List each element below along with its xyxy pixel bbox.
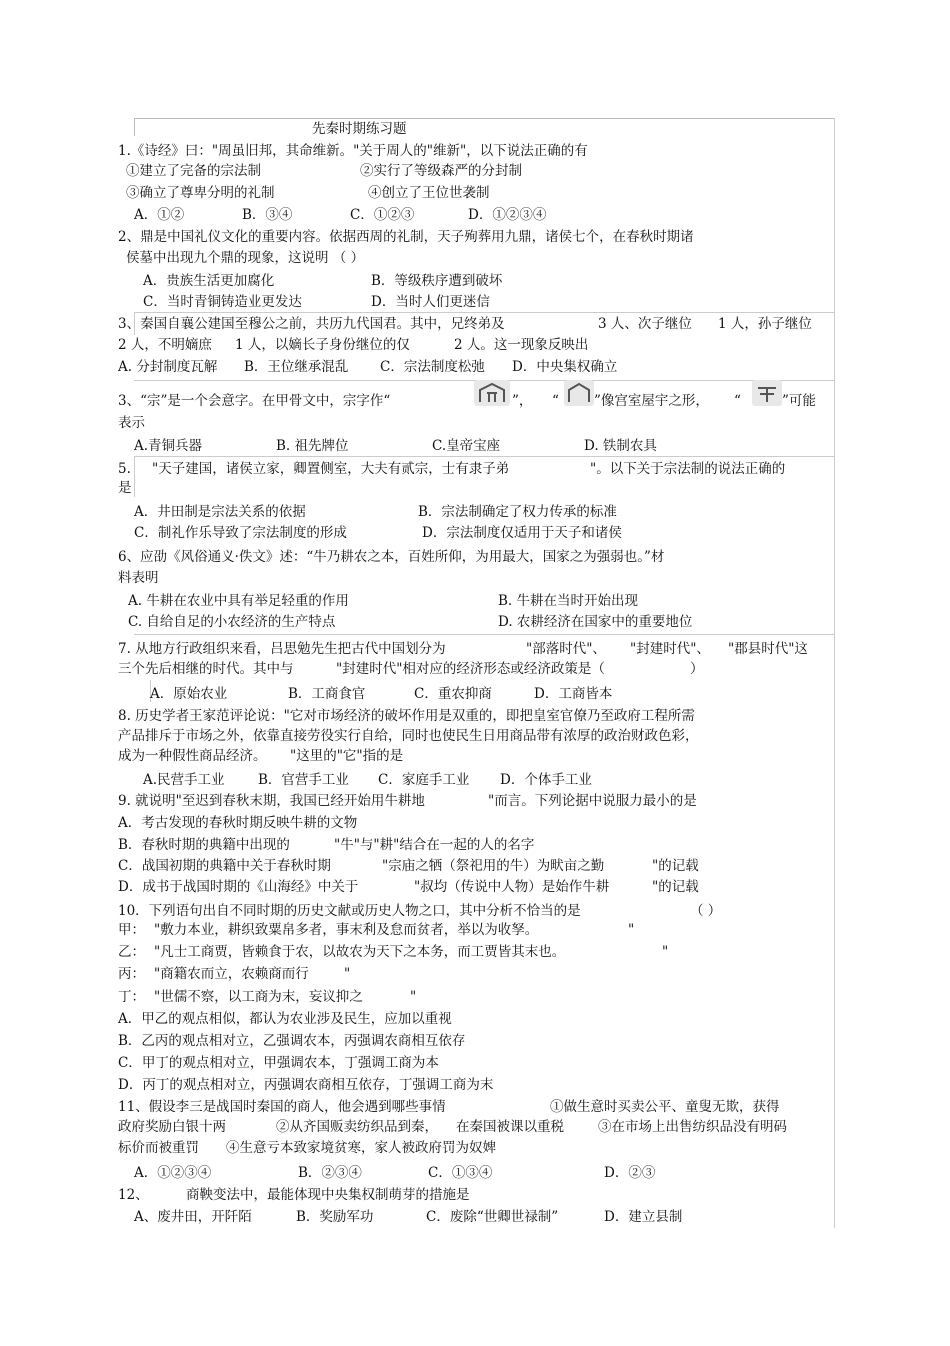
q10-option-a: A．甲乙的观点相似，都认为农业涉及民生，应加以重视 [118,1011,452,1027]
header-rule-left [134,118,135,136]
q11-option-b: B．②③④ [298,1165,362,1181]
q9-option-d-2: "叔均（传说中人物）是始作牛耕 [414,879,610,895]
q2-option-a: A．贵族生活更加腐化 [143,273,275,289]
q2-stem-2: 侯墓中出现九个鼎的现象，这说明 （ ） [126,250,365,266]
q8-stem-4: "这里的"它"指的是 [290,748,404,764]
q4-stem-5: “ [734,393,741,409]
q9-option-a: A．考古发现的春秋时期反映牛耕的文物 [118,815,358,831]
oracle-bone-zong-1-icon [474,380,510,406]
q11-stem-6: ③在市场上出售纺织品没有明码 [598,1119,787,1135]
q10-jia-close: " [628,922,635,938]
q10-bing-close: " [344,966,351,982]
q6-option-a: A. 牛耕在农业中具有举足轻重的作用 [128,593,349,609]
q2-option-d: D．当时人们更迷信 [371,294,490,310]
q9-option-c-2: "宗庙之牺（祭祀用的牛）为畎亩之勤 [382,858,605,874]
q9-option-b-2: "牛"与"耕"结合在一起的人的名字 [334,837,535,853]
q11-stem-8: ④生意亏本致家境贫寒，家人被政府罚为奴婢 [226,1140,496,1156]
oracle-bone-shi-icon [752,380,782,406]
q3-stem-2: 3 人、次子继位 [598,316,692,332]
q5-stem-3: 是 [118,480,132,496]
q3-stem-5: 1 人，以嫡长子身份继位的仅 [235,337,410,353]
q5-stem-1: "天子建国，诸侯立家，卿置侧室，大夫有贰宗，士有隶子弟 [152,461,510,477]
q10-yi-text: "凡士工商贾，皆赖食于农，以故农为天下之本务，而工贾皆其末也。 [154,944,566,960]
q11-option-a: A．①②③④ [134,1165,212,1181]
q9-option-c-1: C．战国初期的典籍中关于春秋时期 [118,858,331,874]
q8-stem-3: 成为一种假性商品经济。 [118,748,267,764]
q11-stem-1: 11、假设李三是战国时秦国的商人，他会遇到哪些事情 [118,1099,446,1115]
q9-option-c-3: "的记载 [652,858,699,874]
q7-option-d: D．工商皆本 [534,686,613,702]
q5-number: 5. [118,461,131,477]
q1-item-1: ①建立了完备的宗法制 [126,163,261,179]
q1-stem: 1.《诗经》曰："周虽旧邦，其命维新。"关于周人的"维新"，以下说法正确的有 [118,143,588,159]
right-margin-rule [834,118,835,1228]
q4-stem-4: ”像宫室屋宇之形， [594,393,709,409]
q1-option-d: D．①②③④ [468,207,547,223]
q9-stem-1: 9. 就说明"至迟到春秋末期，我国已经开始用牛耕地 [118,793,425,809]
q5-option-a: A．井田制是宗法关系的依据 [134,504,306,520]
q11-option-d: D．②③ [604,1165,656,1181]
q3-option-b: B．王位继承混乱 [244,359,349,375]
q1-item-4: ④创立了王位世袭制 [368,185,490,201]
q1-option-b: B．③④ [242,207,293,223]
q7-stem-4: "郡县时代"这 [728,641,808,657]
q4-stem-7: 表示 [118,415,145,431]
q2-option-b: B．等级秩序遭到破坏 [371,273,503,289]
q3-stem-6: 2 人。这一现象反映出 [454,337,589,353]
q10-ding-close: " [410,989,417,1005]
q7-stem-7: ） [690,661,704,677]
oracle-bone-zong-2-icon [564,380,594,406]
q10-option-b: B．乙丙的观点相对立，乙强调农本，丙强调农商相互依存 [118,1033,466,1049]
q6-option-d: D. 农耕经济在国家中的重要地位 [498,614,693,630]
q4-option-b: B. 祖先牌位 [276,438,349,454]
q12-number: 12、 [118,1187,149,1203]
q11-stem-2: ①做生意时买卖公平、童叟无欺，获得 [550,1099,780,1115]
q6-stem-2: 料表明 [118,570,159,586]
q12-option-b: B．奖励军功 [296,1209,374,1225]
q1-option-c: C．①②③ [350,207,415,223]
q12-option-a: A、废井田，开阡陌 [134,1209,252,1225]
q5-option-b: B．宗法制确定了权力传承的标准 [418,504,617,520]
q10-yi-close: " [662,944,669,960]
q4-stem-3: “ [552,393,559,409]
q2-stem-1: 2、鼎是中国礼仪文化的重要内容。依据西周的礼制，天子殉葬用九鼎，诸侯七个，在春秋时期诸 [118,229,694,245]
q7-stem-1: 7. 从地方行政组织来看，吕思勉先生把古代中国划分为 [118,641,446,657]
q3-stem-3: 1 人，孙子继位 [718,316,812,332]
q3-option-d: D．中央集权确立 [512,359,618,375]
q3-stem-1: 3、秦国自襄公建国至穆公之前，共历九代国君。其中，兄终弟及 [118,316,505,332]
q10-stem-1: 10．下列语句出自不同时期的历史文献或历史人物之口，其中分析不恰当的是 [118,903,581,919]
q5-stem-2: "。以下关于宗法制的说法正确的 [590,461,786,477]
q10-ding-label: 丁： [118,989,145,1005]
q4-option-d: D. 铁制农具 [584,438,657,454]
q6-option-b: B. 牛耕在当时开始出现 [498,593,639,609]
q4-stem-2: ”， [512,393,533,409]
q12-option-d: D．建立县制 [604,1209,683,1225]
q11-stem-4: ②从齐国贩卖纺织品到秦， [276,1119,438,1135]
q11-stem-7: 标价而被重罚 [118,1140,199,1156]
q3-option-c: C．宗法制度松弛 [380,359,485,375]
q5-option-c: C．制礼作乐导致了宗法制度的形成 [134,525,347,541]
q7-option-c: C．重农抑商 [414,686,492,702]
q7-stem-2: "部落时代"、 [526,641,606,657]
q3-option-a: A. 分封制度瓦解 [118,359,218,375]
q1-item-2: ②实行了等级森严的分封制 [360,163,522,179]
q4-stem-1: 3、“宗”是一个会意字。在甲骨文中，宗字作“ [118,393,391,409]
q2-option-c: C．当时青铜铸造业更发达 [143,294,302,310]
q12-stem: 商鞅变法中，最能体现中央集权制萌芽的措施是 [186,1187,470,1203]
q1-item-3: ③确立了尊卑分明的礼制 [126,185,275,201]
q8-stem-1: 8. 历史学者王家范评论说："它对市场经济的破坏作用是双重的，即把皇室官僚乃至政府工程所需 [118,708,695,724]
q11-stem-3: 政府奖励白银十两 [118,1119,226,1135]
q10-bing-text: "商籍农而立，农赖商而行 [154,966,309,982]
q10-stem-2: （ ） [690,903,722,919]
q4-stem-6: ”可能 [782,393,816,409]
q6-option-c: C. 自给自足的小农经济的生产特点 [128,614,336,630]
q8-option-c: C．家庭手工业 [378,772,470,788]
q9-option-d-3: "的记载 [652,879,699,895]
q9-option-d-1: D．成书于战国时期的《山海经》中关于 [118,879,359,895]
q8-option-b: B．官营手工业 [258,772,349,788]
q4-option-c: C.皇帝宝座 [432,438,501,454]
q7-stem-3: "封建时代"、 [630,641,710,657]
q7-stem-5: 三个先后相继的时代。其中与 [118,661,294,677]
page-title: 先秦时期练习题 [312,121,407,137]
q10-jia-text: "敷力本业，耕织致粟帛多者，事末利及怠而贫者，举以为收孥。 [154,922,539,938]
q7-option-a: A．原始农业 [150,686,228,702]
q7-answer-box [118,680,151,702]
q7-rule [134,634,834,635]
q8-stem-2: 产品排斥于市场之外，依靠直接劳役实行自给，同时也使民生日用商品带有浓厚的政治财政色彩， [118,728,699,744]
q1-option-a: A．①② [134,207,185,223]
q4-option-a: A.青铜兵器 [134,438,203,454]
q10-option-d: D．丙丁的观点相对立，丙强调农商相互依存，丁强调工商为末 [118,1077,494,1093]
q10-option-c: C．甲丁的观点相对立，甲强调农本，丁强调工商为本 [118,1055,439,1071]
q11-option-c: C．①③④ [428,1165,493,1181]
q3-stem-4: 2 人，不明嫡庶 [118,337,212,353]
q10-yi-label: 乙： [118,944,145,960]
q9-stem-2: "而言。下列论据中说服力最小的是 [488,793,697,809]
q11-stem-5: 在秦国被课以重税 [456,1119,564,1135]
q7-stem-6: "封建时代"相对应的经济形态或经济政策是（ [336,661,605,677]
q8-option-d: D．个体手工业 [500,772,592,788]
q9-option-b-1: B．春秋时期的典籍中出现的 [118,837,290,853]
header-rule [134,118,834,119]
q10-ding-text: "世儒不察，以工商为末，妄议抑之 [154,989,363,1005]
q12-option-c: C．废除“世卿世禄制” [426,1209,559,1225]
q8-option-a: A.民营手工业 [143,772,225,788]
q10-jia-label: 甲： [118,922,145,938]
q6-stem-1: 6、应劭《风俗通义·佚文》述：“牛乃耕农之本，百姓所仰，为用最大，国家之为强弱也。”材 [118,549,665,565]
q10-bing-label: 丙： [118,966,145,982]
q7-option-b: B．工商食官 [288,686,366,702]
q5-option-d: D．宗法制度仅适用于天子和诸侯 [422,525,622,541]
